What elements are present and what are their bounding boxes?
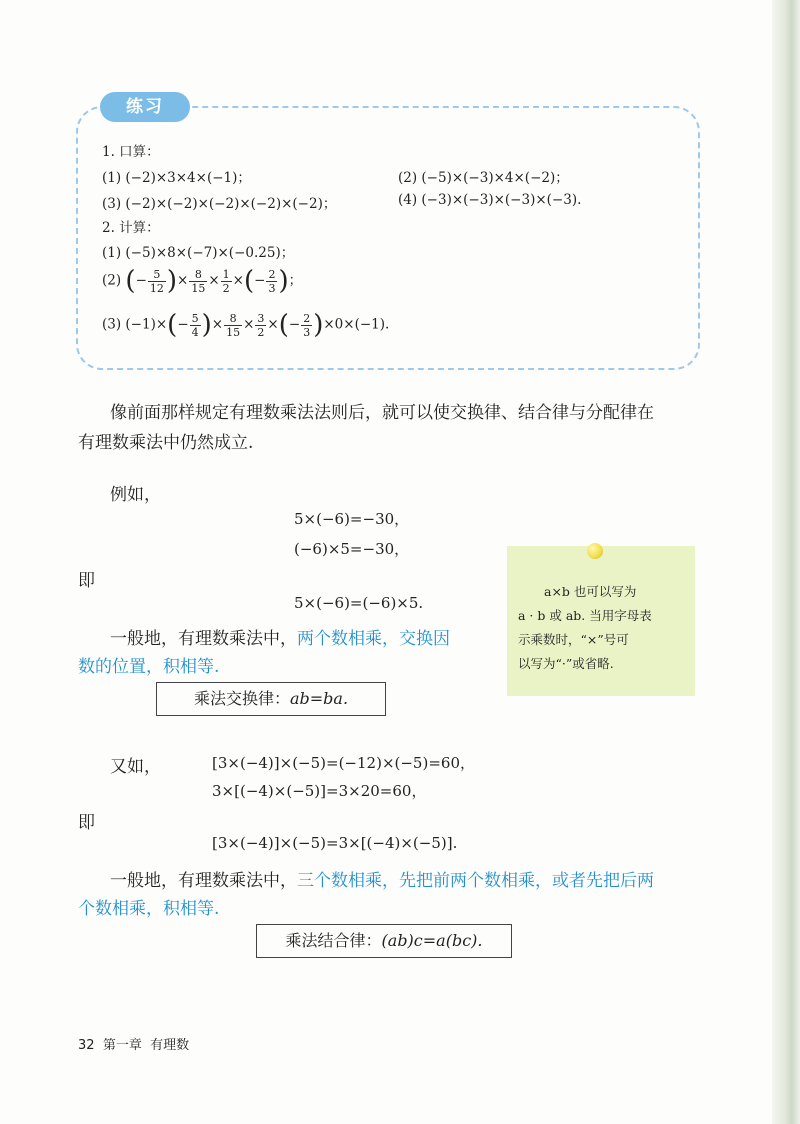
pushpin-icon [587, 543, 603, 559]
exercise-q1-4: (4) (−3)×(−3)×(−3)×(−3). [398, 192, 582, 208]
example-1-eq-2: (−6)×5=−30， [294, 540, 410, 558]
example-1-ji: 即 [78, 571, 95, 591]
exercise-q1-2: (2) (−5)×(−3)×4×(−2)； [398, 170, 569, 186]
fraction: $\frac{5}{4}$ [191, 311, 199, 339]
fraction: $\frac{2}{3}$ [268, 267, 276, 295]
commutative-line-2: 数的位置，积相等. [78, 657, 220, 677]
example-2-ji: 即 [78, 813, 95, 833]
exercise-q1-title: 1. 口算： [102, 144, 160, 160]
associative-law-box: 乘法结合律：(ab)c=a(bc). [256, 924, 512, 958]
fraction: $\frac{8}{15}$ [191, 267, 206, 295]
commutative-law-box: 乘法交换律：ab=ba. [156, 682, 386, 716]
example-1-eq-3: 5×(−6)=(−6)×5. [294, 594, 424, 612]
associative-line-1: 一般地，有理数乘法中，三个数相乘，先把前两个数相乘，或者先把后两 [110, 871, 654, 891]
fraction: $\frac{1}{2}$ [222, 267, 230, 295]
commutative-line-1: 一般地，有理数乘法中，两个数相乘，交换因 [110, 629, 450, 649]
example-1-eq-1: 5×(−6)=−30， [294, 510, 410, 528]
chapter-title: 有理数 [150, 1038, 190, 1053]
exercise-q1-1: (1) (−2)×3×4×(−1)； [102, 170, 251, 186]
exercise-q2-2: (2) (− $\frac{5}{12}$ )× $\frac{8}{15}$ × $\frac{1}{2}$ ×(− $\frac{2}{3}$ )； [102, 266, 303, 296]
chapter-label: 第一章 [102, 1038, 142, 1053]
exercise-q2-1: (1) (−5)×8×(−7)×(−0.25)； [102, 245, 295, 261]
page-footer [78, 1034, 189, 1053]
page-edge-shadow [772, 0, 800, 1124]
sticky-note-text: a×b 也可以写为 a · b 或 ab. 当用字母表 示乘数时，“×”号可 以写为“·”或省略. [518, 584, 652, 671]
exercise-q1-3: (3) (−2)×(−2)×(−2)×(−2)×(−2)； [102, 196, 337, 212]
example-1-intro: 例如， [110, 485, 161, 505]
fraction: $\frac{5}{12}$ [149, 267, 164, 295]
fraction: $\frac{2}{3}$ [303, 311, 311, 339]
page-number: 32 [78, 1038, 95, 1053]
paragraph-1-line-2: 有理数乘法中仍然成立. [78, 433, 254, 453]
exercise-tag: 练习 [100, 92, 190, 122]
exercise-q2-3: (3) (−1)×(− $\frac{5}{4}$ )× $\frac{8}{15}$ × $\frac{3}{2}$ ×(− $\frac{2}{3}$ )×0×(−1). [102, 310, 390, 340]
example-2-eq-2: 3×[(−4)×(−5)]=3×20=60， [212, 782, 427, 800]
associative-line-2: 个数相乘，积相等. [78, 899, 220, 919]
example-2-eq-3: [3×(−4)]×(−5)=3×[(−4)×(−5)]. [212, 834, 458, 852]
example-2-eq-1: [3×(−4)]×(−5)=(−12)×(−5)=60， [212, 754, 475, 772]
fraction: $\frac{3}{2}$ [257, 311, 265, 339]
exercise-q2-title: 2. 计算： [102, 220, 160, 236]
paragraph-1-line-1: 像前面那样规定有理数乘法法则后，就可以使交换律、结合律与分配律在 [110, 403, 654, 423]
example-2-intro: 又如， [110, 757, 161, 777]
fraction: $\frac{8}{15}$ [226, 311, 241, 339]
